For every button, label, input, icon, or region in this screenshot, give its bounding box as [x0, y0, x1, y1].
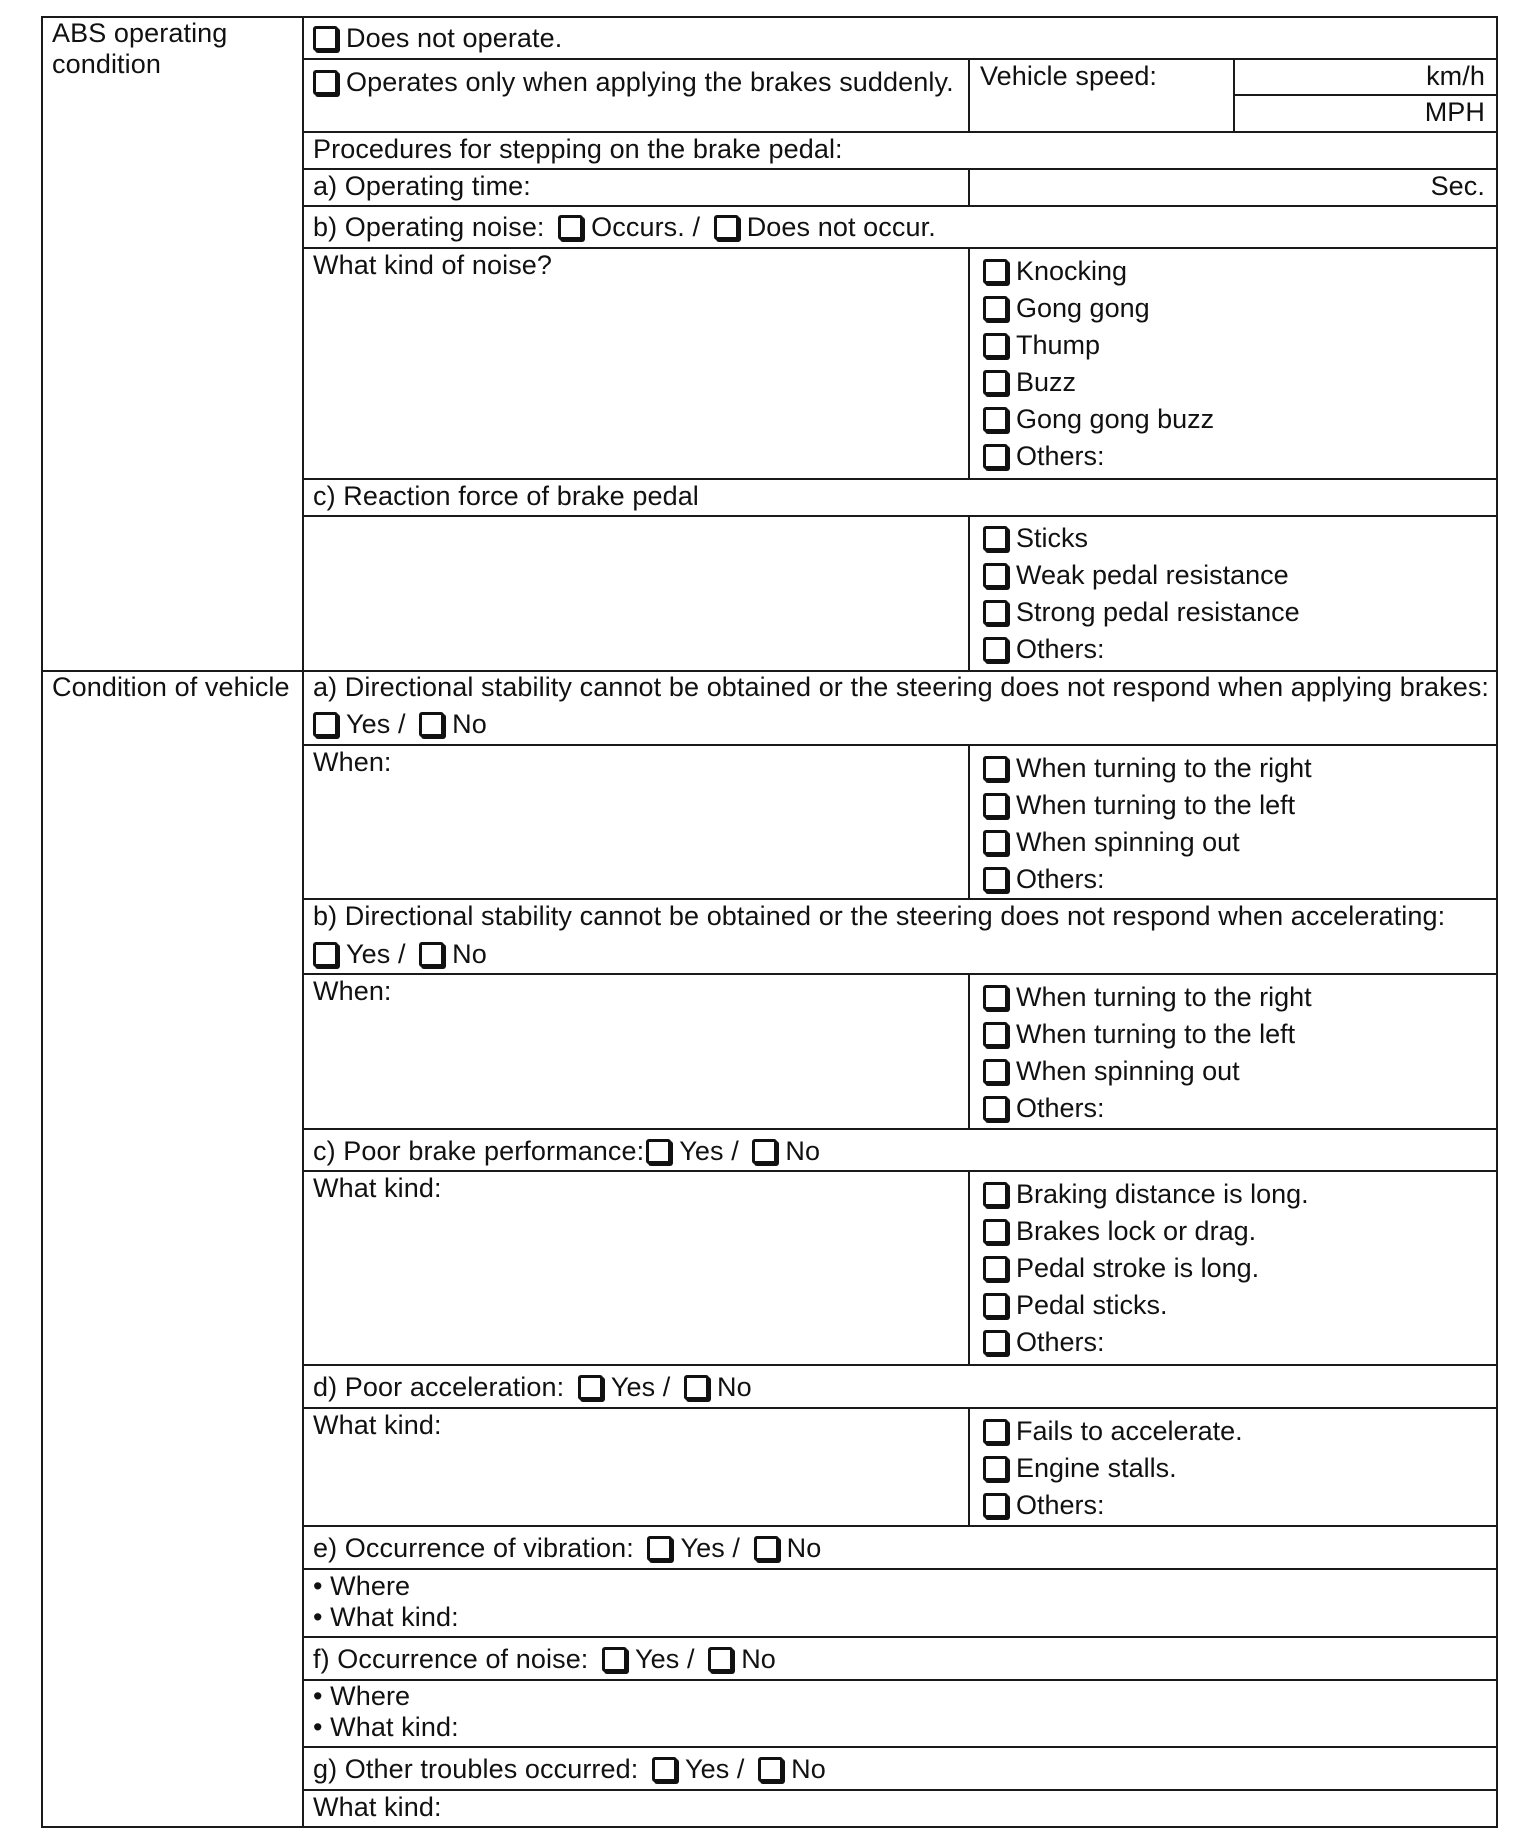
brake-option	[983, 1176, 1309, 1213]
option-text: Buzz	[1016, 367, 1077, 397]
option-text: When spinning out	[1016, 1056, 1240, 1086]
option-text: Knocking	[1016, 256, 1128, 286]
when-option-checkbox[interactable]	[983, 985, 1008, 1010]
when-option-checkbox[interactable]	[983, 1022, 1008, 1047]
brake-option-checkbox[interactable]	[983, 1219, 1008, 1244]
other-troubles-yes-checkbox[interactable]	[652, 1757, 677, 1782]
row-line	[302, 744, 1498, 746]
noise-occurs-text: Occurs. /	[591, 212, 701, 242]
accel-option-checkbox[interactable]	[983, 1456, 1008, 1481]
noise-option	[983, 401, 1214, 438]
col-line	[968, 744, 970, 900]
option-text: When spinning out	[1016, 827, 1240, 857]
reaction-option	[983, 594, 1300, 631]
poor-brake-label: c) Poor brake performance:	[313, 1136, 645, 1166]
option-text: When turning to the right	[1016, 753, 1312, 783]
brake-option-checkbox[interactable]	[983, 1256, 1008, 1281]
frame-right	[1496, 16, 1498, 1828]
operates-suddenly-text: Operates only when applying the brakes suddenly.	[346, 67, 954, 97]
noise-option-checkbox[interactable]	[983, 444, 1008, 469]
noise-option	[983, 253, 1214, 290]
noise-occurrence-row	[313, 1644, 776, 1675]
noise-occurrence-no-checkbox[interactable]	[708, 1647, 733, 1672]
option-text: Sticks	[1016, 523, 1089, 553]
reaction-label: c) Reaction force of brake pedal	[313, 481, 699, 511]
no-text: No	[741, 1644, 776, 1674]
other-troubles-row	[313, 1754, 826, 1785]
when-option	[983, 979, 1312, 1016]
yes-text: Yes /	[684, 1754, 745, 1784]
accel-when-options	[983, 979, 1312, 1127]
reaction-option-checkbox[interactable]	[983, 637, 1008, 662]
reaction-option-checkbox[interactable]	[983, 563, 1008, 588]
abs-section-label: ABS operating condition	[52, 18, 228, 79]
unit-kmh: km/h	[1426, 61, 1485, 91]
row-line	[302, 1746, 1498, 1748]
braking-stability-label: a) Directional stability cannot be obtained or the steering does not respond when applying brakes:	[313, 672, 1490, 702]
poor-brake-options	[983, 1176, 1309, 1361]
when-option-checkbox[interactable]	[983, 756, 1008, 781]
poor-brake-row	[313, 1136, 820, 1167]
col-line	[968, 515, 970, 672]
when-option-checkbox[interactable]	[983, 1096, 1008, 1121]
frame-left	[41, 16, 43, 1828]
option-text: Fails to accelerate.	[1016, 1416, 1243, 1446]
yes-text: Yes /	[680, 1533, 741, 1563]
option-text: Pedal stroke is long.	[1016, 1253, 1260, 1283]
brake-option	[983, 1213, 1309, 1250]
reaction-option-checkbox[interactable]	[983, 600, 1008, 625]
row-line	[302, 247, 1498, 249]
noise-option-checkbox[interactable]	[983, 333, 1008, 358]
row-line	[302, 1636, 1498, 1638]
accel-option-checkbox[interactable]	[983, 1419, 1008, 1444]
row-line	[302, 973, 1498, 975]
procedures-label: Procedures for stepping on the brake pedal:	[313, 134, 843, 164]
row-line	[302, 58, 1498, 60]
col-line	[968, 973, 970, 1130]
reaction-options	[983, 520, 1300, 668]
poor-accel-no-checkbox[interactable]	[684, 1375, 709, 1400]
option-text: Others:	[1016, 1327, 1105, 1357]
when-label: When:	[313, 976, 392, 1006]
option-text: Engine stalls.	[1016, 1453, 1177, 1483]
brake-option	[983, 1287, 1309, 1324]
option-text: Others:	[1016, 1093, 1105, 1123]
yes-text: Yes /	[346, 939, 406, 969]
poor-accel-options	[983, 1413, 1243, 1524]
frame-bottom	[41, 1826, 1498, 1828]
operating-noise-label: b) Operating noise:	[313, 212, 545, 242]
row-line	[302, 1679, 1498, 1681]
reaction-option	[983, 520, 1300, 557]
option-text: Weak pedal resistance	[1016, 560, 1289, 590]
row-line	[302, 1128, 1498, 1130]
yes-text: Yes /	[610, 1372, 671, 1402]
braking-stability-yes-checkbox[interactable]	[313, 712, 338, 737]
unit-mph: MPH	[1424, 97, 1485, 127]
option-text: When turning to the right	[1016, 982, 1312, 1012]
yes-text: Yes /	[346, 709, 406, 739]
noise-option	[983, 290, 1214, 327]
reaction-option-checkbox[interactable]	[983, 526, 1008, 551]
when-option	[983, 750, 1312, 787]
vibration-yes-checkbox[interactable]	[647, 1536, 672, 1561]
option-text: Others:	[1016, 634, 1105, 664]
brake-option-checkbox[interactable]	[983, 1182, 1008, 1207]
col-line	[968, 58, 970, 133]
option-text: Brakes lock or drag.	[1016, 1216, 1257, 1246]
reaction-option	[983, 631, 1300, 668]
vibration-label: e) Occurrence of vibration:	[313, 1533, 634, 1563]
row-line	[1233, 94, 1498, 96]
noise-option-checkbox[interactable]	[983, 296, 1008, 321]
when-option-checkbox[interactable]	[983, 867, 1008, 892]
row-line	[302, 478, 1498, 480]
noise-occurs-checkbox[interactable]	[558, 215, 583, 240]
option-text: Others:	[1016, 864, 1105, 894]
noise-occurrence-yes-checkbox[interactable]	[602, 1647, 627, 1672]
reaction-option	[983, 557, 1300, 594]
brake-option-checkbox[interactable]	[983, 1293, 1008, 1318]
poor-brake-yes-checkbox[interactable]	[646, 1139, 671, 1164]
row-line	[302, 1789, 1498, 1791]
no-text: No	[717, 1372, 752, 1402]
accel-option	[983, 1413, 1243, 1450]
col-line	[968, 168, 970, 207]
no-text: No	[791, 1754, 826, 1784]
no-text: No	[452, 939, 487, 969]
when-option	[983, 787, 1312, 824]
braking-when-options	[983, 750, 1312, 898]
noise-option	[983, 438, 1214, 475]
what-kind-label: What kind:	[313, 1173, 442, 1203]
row-line	[302, 168, 1498, 170]
vibration-no-checkbox[interactable]	[754, 1536, 779, 1561]
when-option	[983, 1016, 1312, 1053]
noise-options	[983, 253, 1214, 475]
yes-text: Yes /	[635, 1644, 695, 1674]
col-line	[968, 247, 970, 480]
row-line	[302, 131, 1498, 133]
accel-stability-label: b) Directional stability cannot be obtained or the steering does not respond when accelerating:	[313, 901, 1446, 931]
operates-suddenly-checkbox[interactable]	[313, 70, 338, 95]
when-option	[983, 861, 1312, 898]
other-troubles-no-checkbox[interactable]	[758, 1757, 783, 1782]
noise-option-checkbox[interactable]	[983, 370, 1008, 395]
label-column-divider	[302, 16, 304, 1828]
operating-time-label: a) Operating time:	[313, 171, 531, 201]
operates-suddenly-option	[313, 67, 954, 98]
when-option	[983, 1053, 1312, 1090]
accel-option-checkbox[interactable]	[983, 1493, 1008, 1518]
noise-kind-label: What kind of noise?	[313, 250, 553, 280]
when-option	[983, 1090, 1312, 1127]
no-text: No	[452, 709, 487, 739]
noise-occurrence-label: f) Occurrence of noise:	[313, 1644, 589, 1674]
row-line	[302, 515, 1498, 517]
no-text: No	[786, 1533, 822, 1563]
accel-stability-yes-checkbox[interactable]	[313, 942, 338, 967]
yes-text: Yes /	[679, 1136, 739, 1166]
option-text: Braking distance is long.	[1016, 1179, 1309, 1209]
what-kind-bullet: • What kind:	[313, 1712, 459, 1742]
what-kind-label: What kind:	[313, 1410, 442, 1440]
brake-option	[983, 1250, 1309, 1287]
noise-does-not-occur-text: Does not occur.	[746, 212, 936, 242]
row-line	[302, 1364, 1498, 1366]
accel-stability-no-checkbox[interactable]	[419, 942, 444, 967]
option-text: Gong gong	[1016, 293, 1150, 323]
option-text: Others:	[1016, 1490, 1105, 1520]
option-text: Pedal sticks.	[1016, 1290, 1168, 1320]
when-label: When:	[313, 747, 392, 777]
brake-option	[983, 1324, 1309, 1361]
poor-accel-yes-checkbox[interactable]	[578, 1375, 603, 1400]
accel-stability-yes-no	[313, 939, 487, 970]
vehicle-section-label: Condition of vehicle	[52, 672, 290, 702]
option-text: When turning to the left	[1016, 790, 1296, 820]
row-line	[302, 898, 1498, 900]
operating-noise-row	[313, 212, 936, 243]
option-text: Strong pedal resistance	[1016, 597, 1300, 627]
option-text: Others:	[1016, 441, 1105, 471]
vibration-details	[313, 1571, 459, 1633]
what-kind-bullet: • What kind:	[313, 1602, 459, 1632]
poor-brake-no-checkbox[interactable]	[752, 1139, 777, 1164]
noise-option	[983, 364, 1214, 401]
when-option-checkbox[interactable]	[983, 1059, 1008, 1084]
brake-option-checkbox[interactable]	[983, 1330, 1008, 1355]
poor-accel-row	[313, 1372, 752, 1403]
does-not-operate-text: Does not operate.	[346, 23, 563, 53]
when-option-checkbox[interactable]	[983, 830, 1008, 855]
row-line	[302, 1170, 1498, 1172]
vehicle-speed-label: Vehicle speed:	[980, 61, 1158, 91]
accel-option	[983, 1450, 1243, 1487]
row-line	[302, 1407, 1498, 1409]
option-text: When turning to the left	[1016, 1019, 1296, 1049]
where-bullet: • Where	[313, 1681, 411, 1711]
col-line	[1233, 58, 1235, 133]
operating-time-unit: Sec.	[1430, 171, 1485, 201]
where-bullet: • Where	[313, 1571, 411, 1601]
braking-stability-yes-no	[313, 709, 487, 740]
does-not-operate-checkbox[interactable]	[313, 26, 338, 51]
option-text: Gong gong buzz	[1016, 404, 1215, 434]
row-line	[302, 1525, 1498, 1527]
noise-option-checkbox[interactable]	[983, 259, 1008, 284]
col-line	[968, 1407, 970, 1527]
when-option-checkbox[interactable]	[983, 793, 1008, 818]
other-troubles-label: g) Other troubles occurred:	[313, 1754, 639, 1784]
noise-option	[983, 327, 1214, 364]
row-line	[302, 205, 1498, 207]
when-option	[983, 824, 1312, 861]
vibration-row	[313, 1533, 821, 1564]
does-not-operate-option	[313, 23, 562, 54]
accel-option	[983, 1487, 1243, 1524]
option-text: Thump	[1016, 330, 1101, 360]
col-line	[968, 1170, 970, 1366]
what-kind-label: What kind:	[313, 1792, 442, 1822]
poor-accel-label: d) Poor acceleration:	[313, 1372, 565, 1402]
noise-details	[313, 1681, 459, 1743]
no-text: No	[785, 1136, 821, 1166]
braking-stability-no-checkbox[interactable]	[419, 712, 444, 737]
noise-does-not-occur-checkbox[interactable]	[714, 215, 739, 240]
noise-option-checkbox[interactable]	[983, 407, 1008, 432]
row-line	[302, 1568, 1498, 1570]
